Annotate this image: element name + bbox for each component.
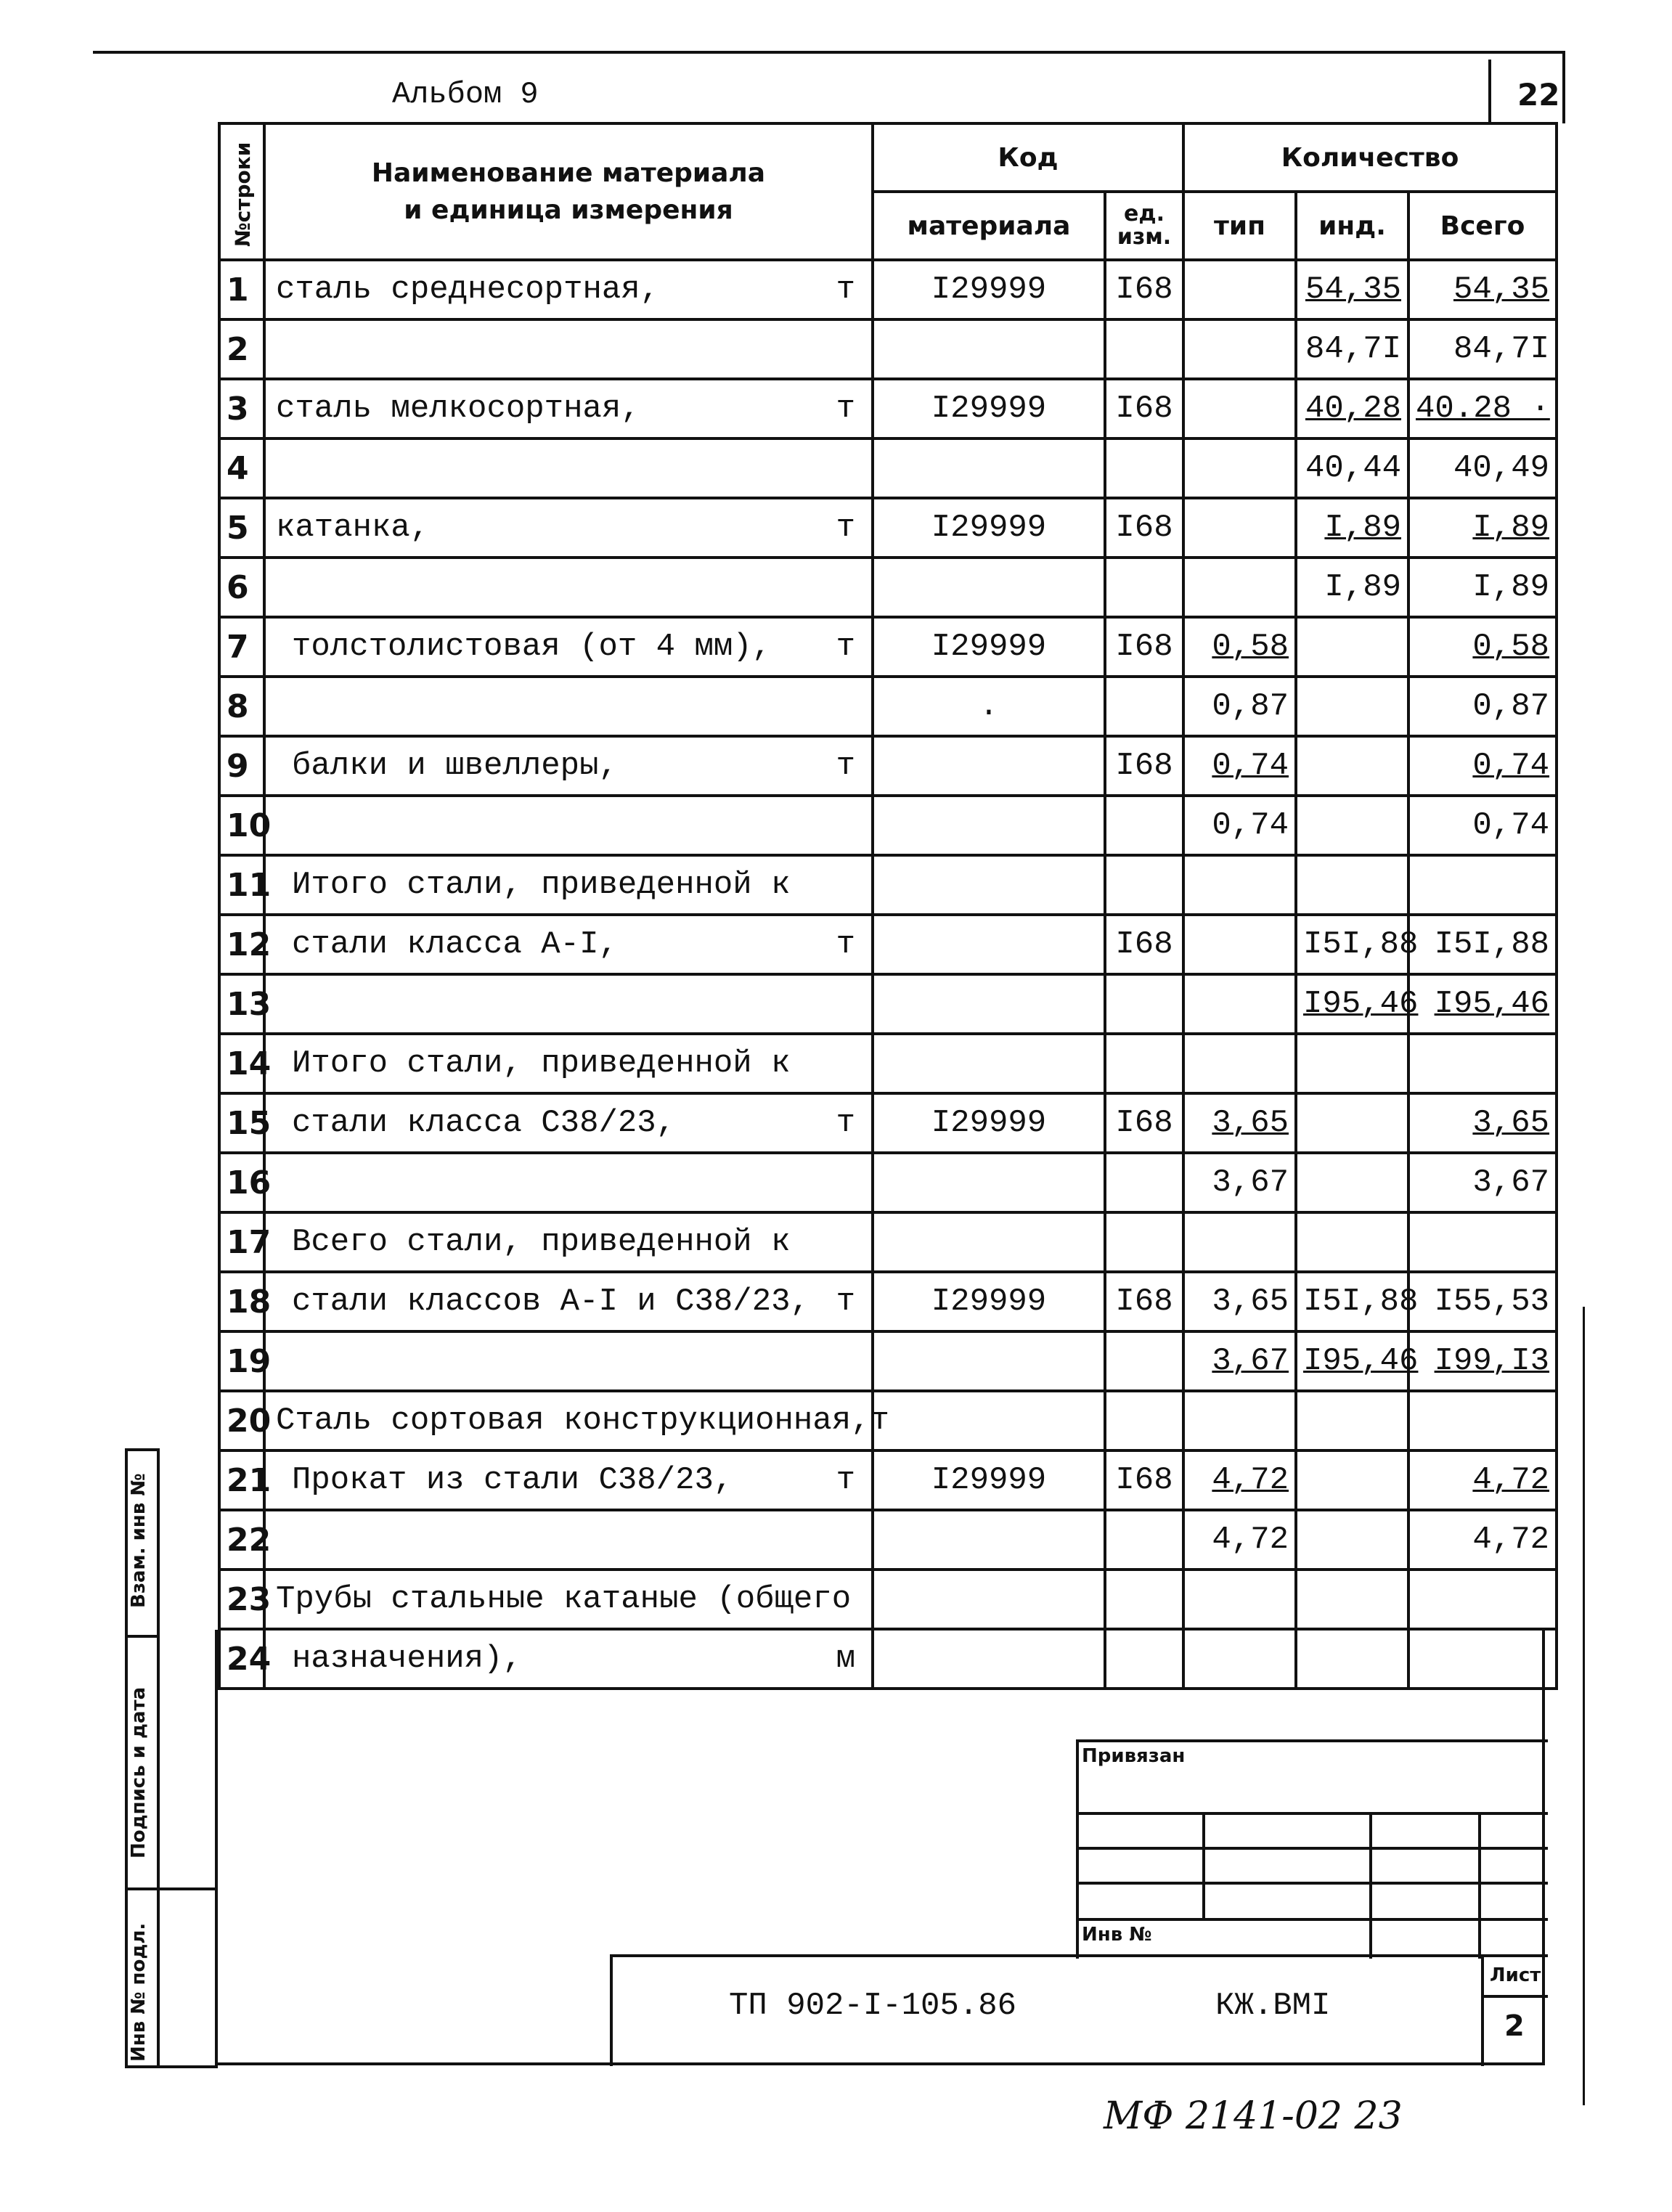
left-strip-bottom <box>125 2065 218 2068</box>
table-row <box>219 1450 1557 1510</box>
material-name: Трубы стальные катаные (общего <box>276 1581 852 1617</box>
privyazan-vrule-3 <box>1478 1812 1481 1959</box>
name-header-line2: и единица измерения <box>404 195 733 225</box>
material-name: стали классов А-I и С38/23, <box>292 1283 810 1320</box>
qty-total <box>1408 855 1557 915</box>
qty-total: 4,72 <box>1408 1450 1557 1510</box>
qty-type <box>1183 974 1296 1034</box>
material-unit: т <box>836 926 855 963</box>
material-name: Сталь сортовая конструкционная,т <box>276 1403 889 1439</box>
material-code <box>873 1034 1105 1093</box>
material-name: назначения), <box>292 1641 522 1677</box>
row-number: 19 <box>219 1331 264 1391</box>
unit-code <box>1105 1570 1183 1629</box>
qty-type <box>1183 1034 1296 1093</box>
material-name: балки и швеллеры, <box>292 748 618 784</box>
material-spec-table <box>218 122 1558 1690</box>
material-unit: т <box>836 629 855 665</box>
privyazan-vrule-2 <box>1369 1812 1372 1959</box>
row-number: 24 <box>219 1629 264 1689</box>
qty-total: 0,87 <box>1408 677 1557 736</box>
material-unit: т <box>836 1105 855 1141</box>
material-name-cell <box>264 855 873 915</box>
qty-ind <box>1296 1391 1408 1450</box>
table-row <box>219 498 1557 558</box>
qty-total <box>1408 1391 1557 1450</box>
list-cell-divider <box>1481 1995 1548 1998</box>
material-unit: т <box>836 1462 855 1498</box>
material-name-cell <box>264 260 873 319</box>
row-number: 14 <box>219 1034 264 1093</box>
qty-ind <box>1296 617 1408 677</box>
left-strip-div1 <box>125 1635 160 1638</box>
top-rule <box>93 51 1565 54</box>
qty-type: 0,74 <box>1183 736 1296 796</box>
qty-type: 0,87 <box>1183 677 1296 736</box>
inv-podl-label: Инв № подл. <box>128 1922 150 2062</box>
unit-code <box>1105 796 1183 855</box>
row-number: 5 <box>219 498 264 558</box>
material-unit: т <box>836 391 855 427</box>
unit-code <box>1105 974 1183 1034</box>
qty-type <box>1183 438 1296 498</box>
page-number-divider <box>1488 60 1491 123</box>
qty-ind: I95,46 <box>1296 1331 1408 1391</box>
material-name-cell <box>264 915 873 974</box>
material-code <box>873 438 1105 498</box>
doc-mark: КЖ.ВМI <box>1215 1988 1331 2024</box>
row-number: 1 <box>219 260 264 319</box>
qty-total: I99,I3 <box>1408 1331 1557 1391</box>
unit-code <box>1105 1629 1183 1689</box>
qty-type <box>1183 1391 1296 1450</box>
podpis-data-label: Подпись и дата <box>128 1686 150 1858</box>
material-name-cell <box>264 1331 873 1391</box>
row-number: 12 <box>219 915 264 974</box>
qty-ind: I,89 <box>1296 498 1408 558</box>
material-code: I29999 <box>873 1093 1105 1153</box>
table-row <box>219 1570 1557 1629</box>
qty-total-header: Всего <box>1408 192 1557 260</box>
qty-ind: 40,28 <box>1296 379 1408 438</box>
material-name-cell <box>264 1093 873 1153</box>
code-unit-header: ед. изм. <box>1105 192 1183 260</box>
table-row <box>219 1153 1557 1212</box>
row-number: 23 <box>219 1570 264 1629</box>
material-name-cell <box>264 1629 873 1689</box>
qty-total: 40,49 <box>1408 438 1557 498</box>
qty-total <box>1408 1212 1557 1272</box>
frame-left <box>215 1630 218 2065</box>
left-strip-outer-rule <box>157 1448 160 2065</box>
qty-ind <box>1296 677 1408 736</box>
table-row <box>219 379 1557 438</box>
material-name: Итого стали, приведенной к <box>292 1045 791 1082</box>
qty-ind <box>1296 1034 1408 1093</box>
unit-code <box>1105 1510 1183 1570</box>
table-row <box>219 1272 1557 1331</box>
qty-type <box>1183 379 1296 438</box>
title-block <box>610 1954 1548 2066</box>
unit-code <box>1105 855 1183 915</box>
material-code: I29999 <box>873 617 1105 677</box>
qty-ind: 54,35 <box>1296 260 1408 319</box>
material-name-cell <box>264 1034 873 1093</box>
name-header-line1: Наименование материала <box>371 158 766 188</box>
qty-ind <box>1296 1510 1408 1570</box>
material-name: Всего стали, приведенной к <box>292 1224 791 1260</box>
qty-total: 0,74 <box>1408 736 1557 796</box>
row-number: 3 <box>219 379 264 438</box>
row-no-header-label: №строки <box>231 142 255 247</box>
material-code <box>873 319 1105 379</box>
code-material-header: материала <box>873 192 1105 260</box>
material-name-cell <box>264 498 873 558</box>
qty-total: 54,35 <box>1408 260 1557 319</box>
material-name-cell <box>264 1272 873 1331</box>
qty-total <box>1408 1034 1557 1093</box>
row-number: 10 <box>219 796 264 855</box>
material-code: I29999 <box>873 1272 1105 1331</box>
unit-code: I68 <box>1105 1272 1183 1331</box>
table-row <box>219 1391 1557 1450</box>
qty-ind: 40,44 <box>1296 438 1408 498</box>
material-name-cell <box>264 1510 873 1570</box>
qty-total: I55,53 <box>1408 1272 1557 1331</box>
qty-ind <box>1296 1093 1408 1153</box>
qty-type <box>1183 260 1296 319</box>
table-row <box>219 438 1557 498</box>
row-number: 4 <box>219 438 264 498</box>
qty-total: I,89 <box>1408 558 1557 617</box>
qty-total: I95,46 <box>1408 974 1557 1034</box>
qty-total: I,89 <box>1408 498 1557 558</box>
row-number: 15 <box>219 1093 264 1153</box>
material-code <box>873 1510 1105 1570</box>
material-code: . <box>873 677 1105 736</box>
qty-ind <box>1296 1629 1408 1689</box>
table-row <box>219 617 1557 677</box>
material-code <box>873 915 1105 974</box>
table-row <box>219 974 1557 1034</box>
table-row <box>219 855 1557 915</box>
material-name-cell <box>264 1570 873 1629</box>
qty-type <box>1183 1570 1296 1629</box>
qty-ind: I95,46 <box>1296 974 1408 1034</box>
table-row <box>219 558 1557 617</box>
material-unit: м <box>836 1641 855 1677</box>
name-header <box>264 123 873 260</box>
qty-type: 3,67 <box>1183 1331 1296 1391</box>
table-row <box>219 736 1557 796</box>
material-name: катанка, <box>276 510 430 546</box>
qty-type: 3,65 <box>1183 1272 1296 1331</box>
unit-code: I68 <box>1105 379 1183 438</box>
unit-code <box>1105 1034 1183 1093</box>
qty-type <box>1183 558 1296 617</box>
material-code <box>873 855 1105 915</box>
qty-total <box>1408 1570 1557 1629</box>
material-name-cell <box>264 1153 873 1212</box>
unit-code <box>1105 558 1183 617</box>
material-name-cell <box>264 558 873 617</box>
qty-type: 3,65 <box>1183 1093 1296 1153</box>
material-name-cell <box>264 319 873 379</box>
qty-total: 0,74 <box>1408 796 1557 855</box>
qty-type <box>1183 855 1296 915</box>
material-code <box>873 736 1105 796</box>
unit-code: I68 <box>1105 1450 1183 1510</box>
qty-type <box>1183 319 1296 379</box>
unit-code: I68 <box>1105 260 1183 319</box>
material-code <box>873 796 1105 855</box>
material-name: Прокат из стали С38/23, <box>292 1462 733 1498</box>
material-code <box>873 1570 1105 1629</box>
material-name-cell <box>264 438 873 498</box>
left-strip-div2 <box>125 1887 218 1890</box>
table-row <box>219 1212 1557 1272</box>
spec-table-body <box>219 260 1557 1689</box>
qty-type <box>1183 498 1296 558</box>
qty-total <box>1408 1629 1557 1689</box>
qty-ind <box>1296 796 1408 855</box>
qty-total: 40.28 · <box>1408 379 1557 438</box>
material-name: стали класса С38/23, <box>292 1105 676 1141</box>
material-name: сталь мелкосортная, <box>276 391 640 427</box>
material-name: толстолистовая (от 4 мм), <box>292 629 772 665</box>
vzam-inv-label: Взам. инв № <box>128 1473 150 1608</box>
unit-code: I68 <box>1105 736 1183 796</box>
qty-ind <box>1296 855 1408 915</box>
material-unit: т <box>836 748 855 784</box>
qty-type <box>1183 915 1296 974</box>
material-code: I29999 <box>873 260 1105 319</box>
list-label: Лист <box>1490 1964 1541 1986</box>
material-name-cell <box>264 974 873 1034</box>
album-title: Альбом 9 <box>392 77 539 112</box>
table-row <box>219 1510 1557 1570</box>
qty-ind <box>1296 1153 1408 1212</box>
unit-code <box>1105 1331 1183 1391</box>
row-number: 2 <box>219 319 264 379</box>
material-name-cell <box>264 1450 873 1510</box>
unit-code <box>1105 1212 1183 1272</box>
code-group-header: Код <box>873 123 1183 192</box>
material-code <box>873 1391 1105 1450</box>
unit-code <box>1105 319 1183 379</box>
qty-type: 0,74 <box>1183 796 1296 855</box>
material-name-cell <box>264 796 873 855</box>
material-code <box>873 1629 1105 1689</box>
table-row <box>219 1034 1557 1093</box>
qty-type: 3,67 <box>1183 1153 1296 1212</box>
table-row <box>219 677 1557 736</box>
qty-type: 4,72 <box>1183 1450 1296 1510</box>
material-unit: т <box>836 272 855 308</box>
qty-total: I5I,88 <box>1408 915 1557 974</box>
row-number: 20 <box>219 1391 264 1450</box>
privyazan-block <box>1076 1739 1548 1959</box>
qty-type <box>1183 1629 1296 1689</box>
qty-ind: I5I,88 <box>1296 915 1408 974</box>
material-name-cell <box>264 1391 889 1450</box>
material-name: стали класса А-I, <box>292 926 618 963</box>
unit-code: I68 <box>1105 617 1183 677</box>
table-row <box>219 915 1557 974</box>
left-strip-top <box>125 1448 160 1451</box>
material-code: I29999 <box>873 1450 1105 1510</box>
qty-ind <box>1296 1450 1408 1510</box>
material-name-cell <box>264 677 873 736</box>
unit-code <box>1105 677 1183 736</box>
qty-total: 3,67 <box>1408 1153 1557 1212</box>
qty-ind <box>1296 1570 1408 1629</box>
qty-type <box>1183 1212 1296 1272</box>
unit-code <box>1105 1153 1183 1212</box>
qty-total: 3,65 <box>1408 1093 1557 1153</box>
privyazan-vrule-1 <box>1202 1812 1205 1921</box>
row-no-header <box>219 123 264 260</box>
row-number: 11 <box>219 855 264 915</box>
material-code <box>873 974 1105 1034</box>
privyazan-label: Привязан <box>1082 1745 1186 1767</box>
qty-total: 0,58 <box>1408 617 1557 677</box>
table-row <box>219 796 1557 855</box>
qty-group-header: Количество <box>1183 123 1557 192</box>
qty-type: 0,58 <box>1183 617 1296 677</box>
material-code <box>873 558 1105 617</box>
doc-code: ТП 902-I-105.86 <box>729 1988 1017 2024</box>
row-number: 22 <box>219 1510 264 1570</box>
material-code <box>873 1153 1105 1212</box>
row-number: 8 <box>219 677 264 736</box>
material-unit: т <box>836 510 855 546</box>
unit-code: I68 <box>1105 498 1183 558</box>
right-margin-rule <box>1583 1307 1585 2105</box>
qty-ind: I,89 <box>1296 558 1408 617</box>
table-row <box>219 319 1557 379</box>
list-cell-rule <box>1481 1957 1484 2066</box>
row-number: 18 <box>219 1272 264 1331</box>
qty-ind <box>1296 736 1408 796</box>
list-number: 2 <box>1504 2009 1525 2043</box>
row-number: 17 <box>219 1212 264 1272</box>
qty-total: 84,7I <box>1408 319 1557 379</box>
row-number: 21 <box>219 1450 264 1510</box>
table-row <box>219 1629 1557 1689</box>
row-number: 7 <box>219 617 264 677</box>
table-row <box>219 260 1557 319</box>
material-code <box>873 1212 1105 1272</box>
row-number: 9 <box>219 736 264 796</box>
qty-type-header: тип <box>1183 192 1296 260</box>
handwritten-footer: МФ 2141-02 23 <box>1104 2094 1403 2138</box>
material-code: I29999 <box>873 498 1105 558</box>
table-row <box>219 1093 1557 1153</box>
unit-code <box>1105 1391 1183 1450</box>
unit-code: I68 <box>1105 915 1183 974</box>
material-name-cell <box>264 617 873 677</box>
qty-type: 4,72 <box>1183 1510 1296 1570</box>
row-number: 16 <box>219 1153 264 1212</box>
qty-ind: I5I,88 <box>1296 1272 1408 1331</box>
qty-total: 4,72 <box>1408 1510 1557 1570</box>
material-name-cell <box>264 1212 873 1272</box>
material-name: сталь среднесортная, <box>276 272 660 308</box>
unit-code <box>1105 438 1183 498</box>
qty-ind <box>1296 1212 1408 1272</box>
material-name: Итого стали, приведенной к <box>292 867 791 903</box>
material-unit: т <box>836 1283 855 1320</box>
row-number: 13 <box>219 974 264 1034</box>
material-name-cell <box>264 736 873 796</box>
row-number: 6 <box>219 558 264 617</box>
material-code <box>873 1331 1105 1391</box>
inv-no-label: Инв № <box>1082 1924 1152 1946</box>
table-row <box>219 1331 1557 1391</box>
page-number: 22 <box>1517 77 1560 113</box>
material-code: I29999 <box>873 379 1105 438</box>
material-name-cell <box>264 379 873 438</box>
qty-ind: 84,7I <box>1296 319 1408 379</box>
qty-ind-header: инд. <box>1296 192 1408 260</box>
top-right-rule <box>1562 51 1565 123</box>
unit-code: I68 <box>1105 1093 1183 1153</box>
